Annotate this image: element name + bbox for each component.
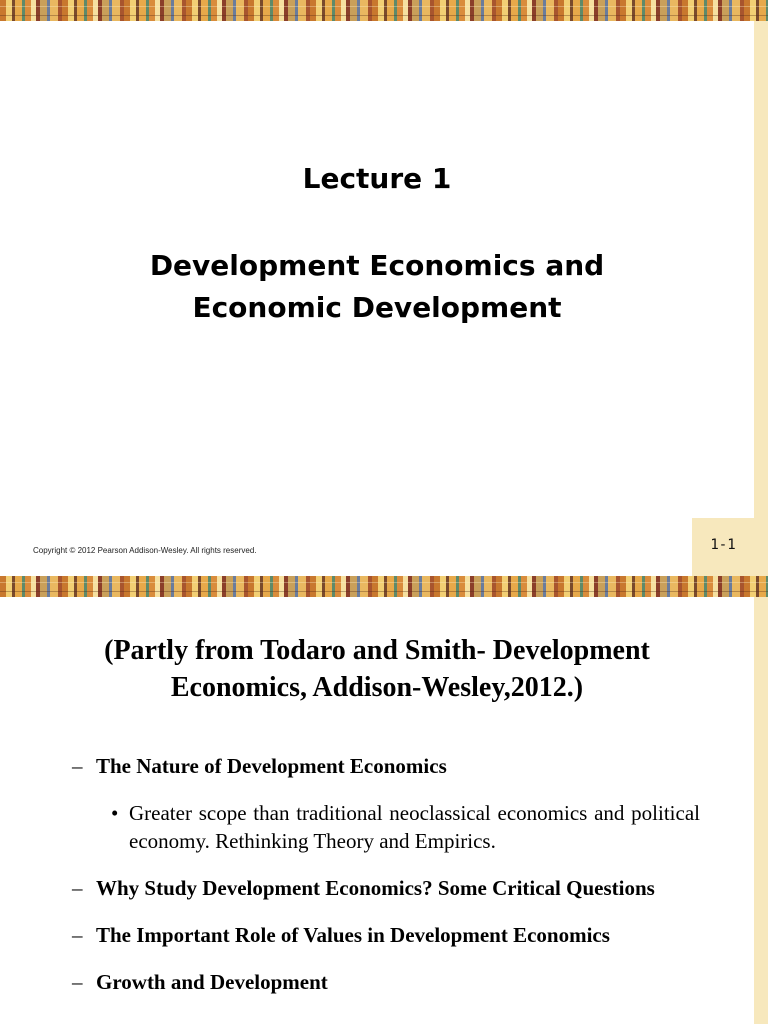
dash-marker: – — [72, 923, 83, 947]
list-item — [0, 921, 754, 949]
side-accent-strip — [754, 597, 768, 1024]
slide-2-heading — [40, 632, 714, 706]
slide-2 — [0, 576, 768, 1024]
decorative-border-top — [0, 0, 768, 21]
heading-line-1: (Partly from Todaro and Smith- Development — [104, 635, 650, 666]
sub-list-item — [0, 799, 754, 855]
sub-list-item-text: Greater scope than traditional neoclassical economics and political economy. Rethinking Theory and Empirics. — [129, 801, 700, 853]
outline-list — [0, 752, 754, 996]
dash-marker: – — [72, 876, 83, 900]
list-item — [0, 968, 754, 996]
heading-line-2: Economics, Addison-Wesley,2012.) — [170, 672, 584, 703]
dash-marker: – — [72, 754, 83, 778]
page-number-box — [692, 518, 754, 576]
lecture-label: Lecture 1 — [302, 162, 452, 195]
decorative-border-top — [0, 576, 768, 597]
list-item — [0, 752, 754, 780]
list-item-text: Why Study Development Economics? Some Critical Questions — [96, 876, 655, 900]
slide-1-title — [0, 158, 754, 329]
list-item — [0, 874, 754, 902]
dash-marker: – — [72, 970, 83, 994]
title-line-2: Economic Development — [192, 291, 562, 324]
list-item-text: The Nature of Development Economics — [96, 754, 447, 778]
title-line-1: Development Economics and — [149, 249, 605, 282]
bullet-marker: • — [111, 801, 119, 825]
list-item-text: The Important Role of Values in Development Economics — [96, 923, 610, 947]
page-number: 1-1 — [710, 537, 736, 553]
copyright-notice: Copyright © 2012 Pearson Addison-Wesley. All rights reserved. — [33, 546, 257, 555]
list-item-text: Growth and Development — [96, 970, 328, 994]
side-accent-strip — [754, 21, 768, 576]
